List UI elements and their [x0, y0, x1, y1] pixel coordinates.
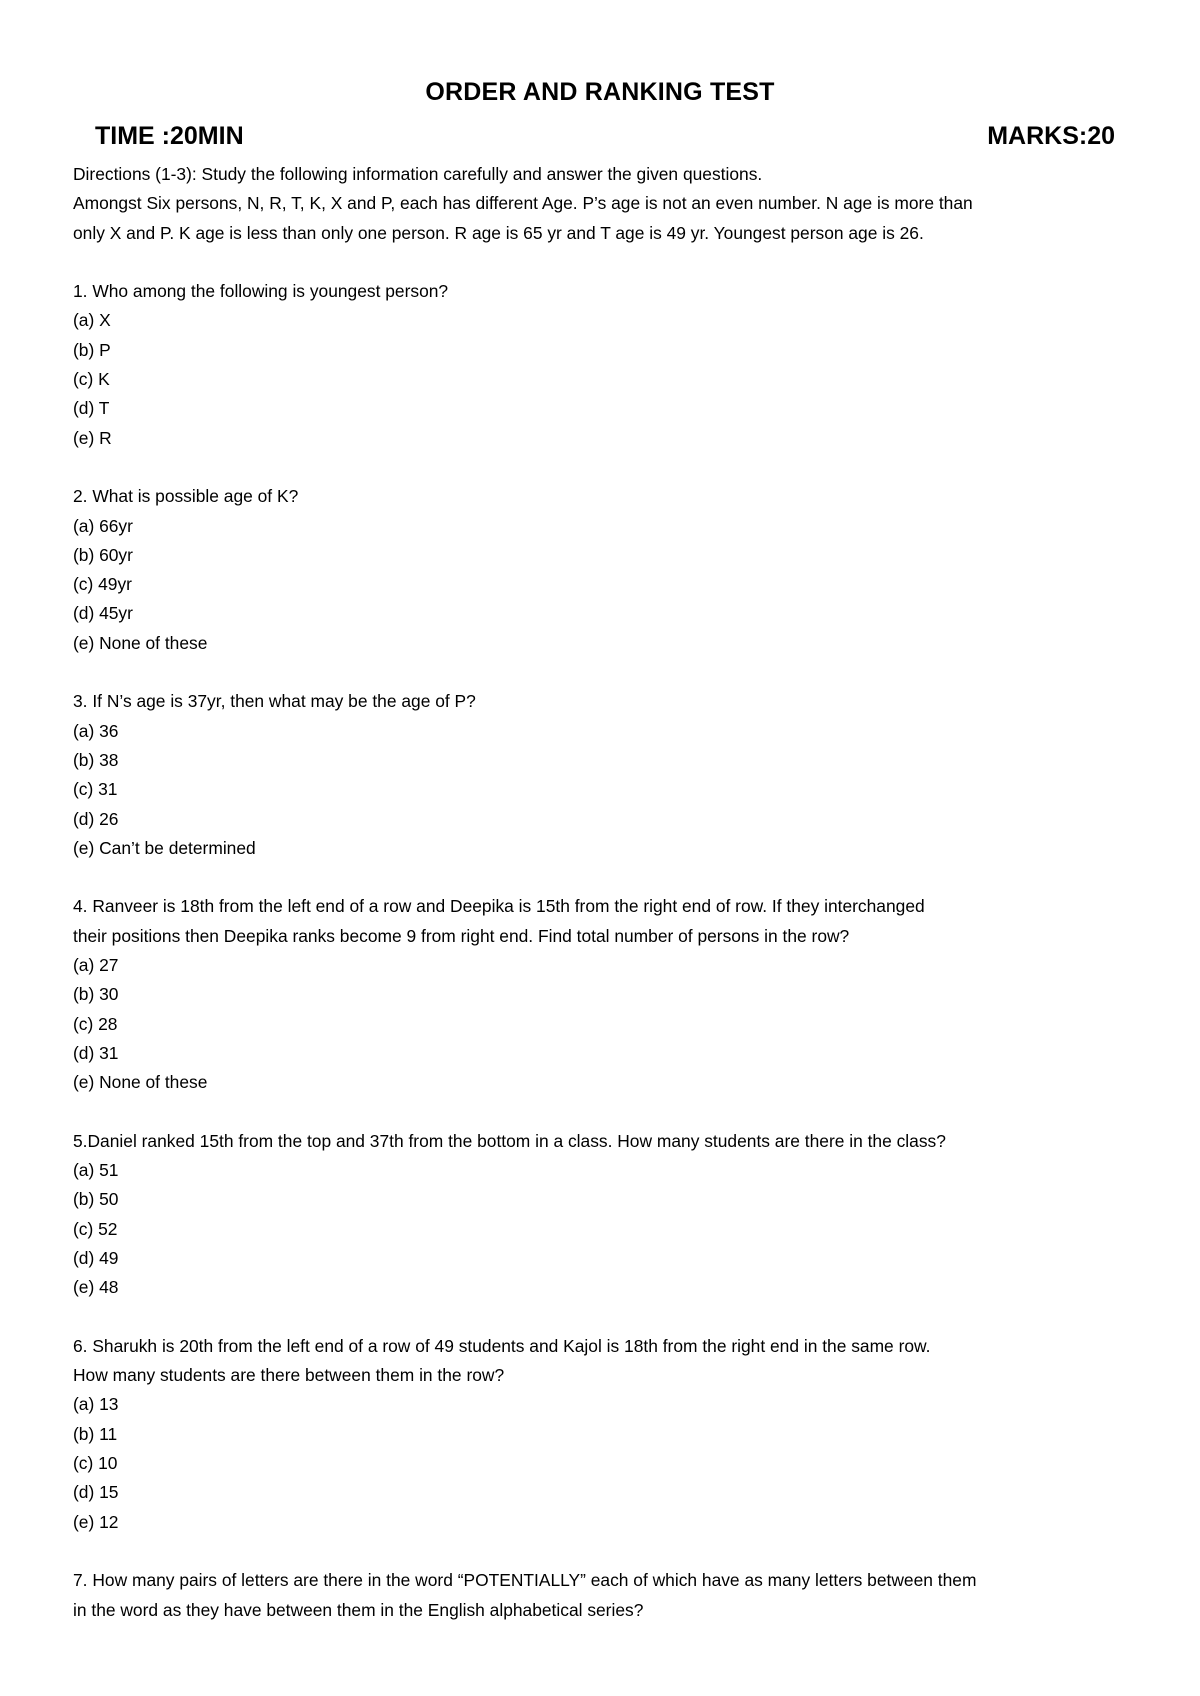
question-text: How many students are there between them in the row?: [73, 1365, 505, 1386]
question-text: 3. If N’s age is 37yr, then what may be the age of P?: [73, 691, 476, 712]
question-list: [73, 277, 1153, 1625]
answer-option: (b) 60yr: [73, 544, 133, 565]
question-text: 5.Daniel ranked 15th from the top and 37th from the bottom in a class. How many students are there in the class?: [73, 1130, 946, 1151]
spacer: [73, 1098, 1153, 1127]
spacer: [73, 1303, 1153, 1332]
answer-option: (d) 26: [73, 808, 119, 829]
question-text: 1. Who among the following is youngest person?: [73, 281, 449, 302]
answer-option: (a) X: [73, 310, 111, 331]
answer-option: (c) 28: [73, 1013, 118, 1034]
question-text: 4. Ranveer is 18th from the left end of a row and Deepika is 15th from the right end of row. If they interchanged: [73, 896, 925, 917]
directions-text: Directions (1-3): Study the following information carefully and answer the given questions.: [73, 164, 763, 184]
answer-option: (b) 30: [73, 984, 119, 1005]
answer-option: (e) Can’t be determined: [73, 837, 256, 858]
answer-option: (b) P: [73, 339, 111, 360]
question-block: [73, 277, 1153, 482]
answer-option: (d) T: [73, 398, 110, 419]
question-text: 6. Sharukh is 20th from the left end of a row of 49 students and Kajol is 18th from the right end in the same row.: [73, 1335, 931, 1356]
answer-option: (c) 49yr: [73, 574, 132, 595]
spacer: [73, 863, 1153, 892]
question-text: in the word as they have between them in the English alphabetical series?: [73, 1599, 644, 1620]
total-marks: MARKS:20: [987, 122, 1115, 150]
answer-option: (b) 38: [73, 749, 119, 770]
question-text: 7. How many pairs of letters are there in the word “POTENTIALLY” each of which have as many letters between them: [73, 1570, 977, 1591]
spacer: [73, 1537, 1153, 1566]
spacer: [73, 248, 1153, 277]
answer-option: (e) None of these: [73, 1072, 208, 1093]
answer-option: (c) 10: [73, 1453, 118, 1474]
answer-option: (c) K: [73, 369, 110, 390]
answer-option: (e) 48: [73, 1277, 119, 1298]
question-block: [73, 1566, 1153, 1625]
question-text: their positions then Deepika ranks become 9 from right end. Find total number of persons in the row?: [73, 925, 850, 946]
answer-option: (d) 45yr: [73, 603, 133, 624]
answer-option: (e) None of these: [73, 632, 208, 653]
answer-option: (d) 31: [73, 1042, 119, 1063]
answer-option: (a) 27: [73, 955, 119, 976]
passage-line: Amongst Six persons, N, R, T, K, X and P, each has different Age. P’s age is not an even number. N age is more than: [73, 193, 973, 214]
passage-line: only X and P. K age is less than only one person. R age is 65 yr and T age is 49 yr. Youngest person age is 26.: [73, 222, 924, 243]
question-block: [73, 1127, 1153, 1332]
time-limit: TIME :20MIN: [95, 122, 244, 150]
answer-option: (b) 50: [73, 1189, 119, 1210]
answer-option: (e) R: [73, 427, 112, 448]
answer-option: (b) 11: [73, 1423, 118, 1444]
page-title: ORDER AND RANKING TEST: [425, 78, 775, 106]
question-block: [73, 892, 1153, 1126]
spacer: [73, 658, 1153, 687]
answer-option: (d) 49: [73, 1247, 119, 1268]
spacer: [73, 453, 1153, 482]
question-text: 2. What is possible age of K?: [73, 486, 299, 507]
answer-option: (d) 15: [73, 1482, 119, 1503]
answer-option: (a) 51: [73, 1160, 119, 1181]
answer-option: (a) 36: [73, 720, 119, 741]
answer-option: (a) 13: [73, 1394, 119, 1415]
answer-option: (c) 31: [73, 779, 118, 800]
answer-option: (a) 66yr: [73, 515, 133, 536]
question-block: [73, 482, 1153, 687]
answer-option: (c) 52: [73, 1218, 118, 1239]
test-content: [73, 160, 1153, 1625]
answer-option: (e) 12: [73, 1511, 119, 1532]
question-block: [73, 687, 1153, 892]
question-block: [73, 1332, 1153, 1566]
